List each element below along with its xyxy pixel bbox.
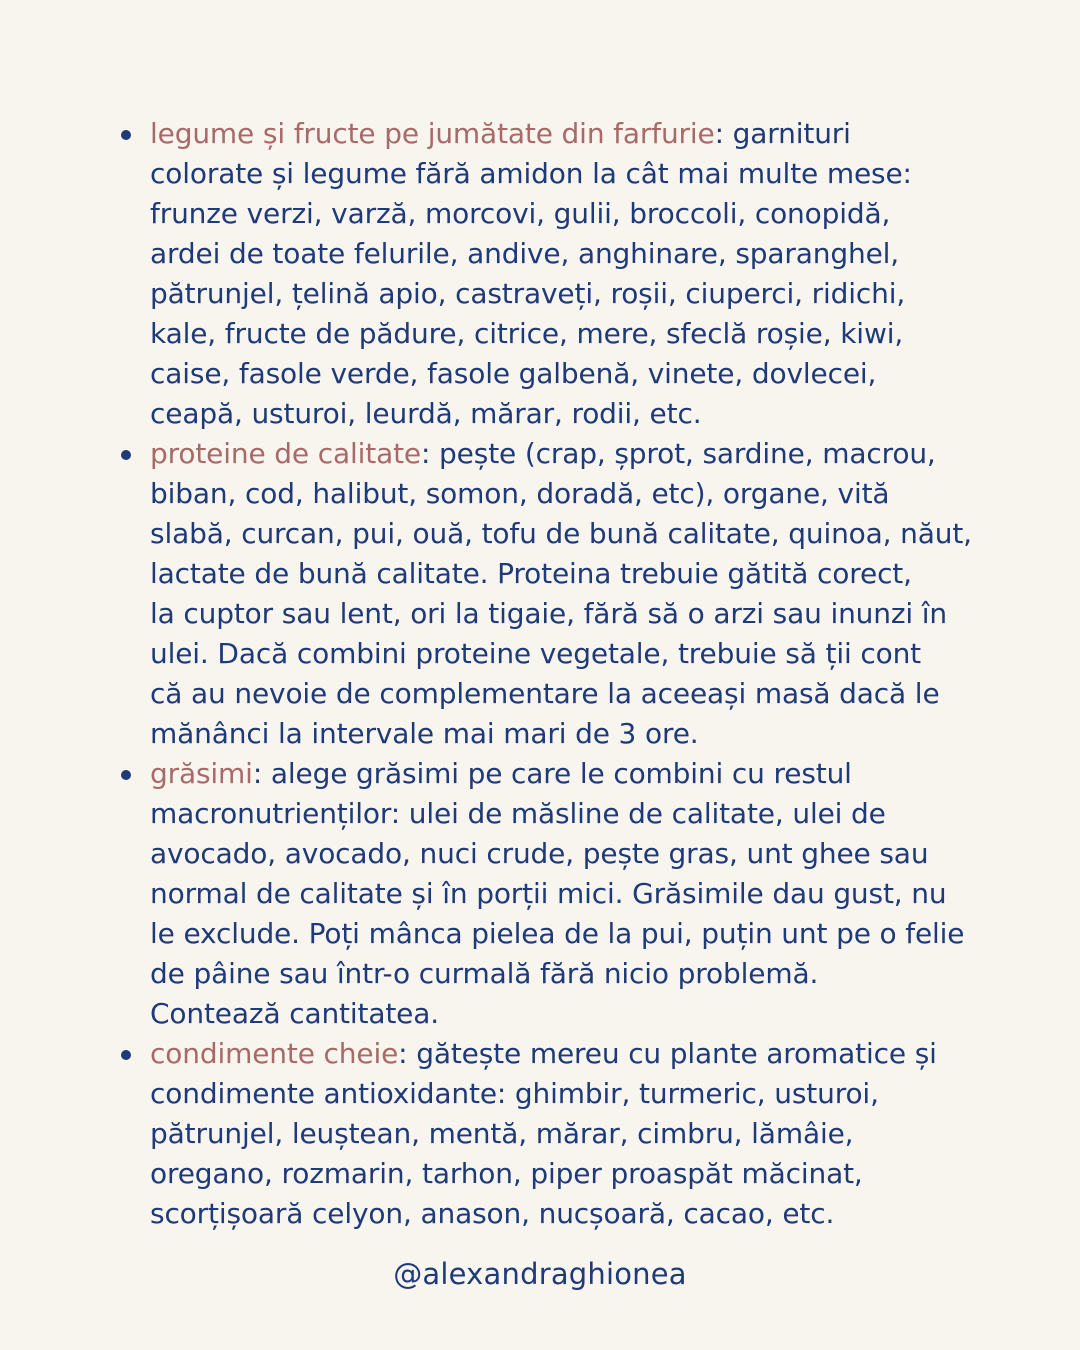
item-text-line: mănânci la intervale mai mari de 3 ore. <box>150 717 699 750</box>
item-text-line: condimente antioxidante: ghimbir, turmeric, usturoi, <box>150 1077 879 1110</box>
item-first-line <box>150 754 992 794</box>
item-text-line: pătrunjel, leuștean, mentă, mărar, cimbru, lămâie, <box>150 1117 854 1150</box>
item-text-line: biban, cod, halibut, somon, doradă, etc), organe, vită <box>150 477 890 510</box>
item-text-line: macronutrienților: ulei de măsline de calitate, ulei de <box>150 797 886 830</box>
item-text-line: avocado, avocado, nuci crude, pește gras, unt ghee sau <box>150 837 929 870</box>
item-first-line <box>150 1034 992 1074</box>
item-text: : pește (crap, șprot, sardine, macrou, <box>421 437 936 470</box>
list-item-fats <box>112 754 992 1034</box>
bullet-dot-icon <box>121 770 131 780</box>
bullet-dot-icon <box>121 450 131 460</box>
item-term: proteine de calitate <box>150 437 422 470</box>
item-text-line: că au nevoie de complementare la aceeași masă dacă le <box>150 677 940 710</box>
item-term: condimente cheie <box>150 1037 399 1070</box>
item-text-line: caise, fasole verde, fasole galbenă, vinete, dovlecei, <box>150 357 877 390</box>
item-text-line: ceapă, usturoi, leurdă, mărar, rodii, etc. <box>150 397 702 430</box>
item-text-line: ulei. Dacă combini proteine vegetale, trebuie să ții cont <box>150 637 921 670</box>
item-text-line: la cuptor sau lent, ori la tigaie, fără să o arzi sau inunzi în <box>150 597 948 630</box>
item-text-line: scorțișoară celyon, anason, nucșoară, cacao, etc. <box>150 1197 835 1230</box>
item-text-line: oregano, rozmarin, tarhon, piper proaspăt măcinat, <box>150 1157 863 1190</box>
bullet-dot-icon <box>121 130 131 140</box>
item-text-line: normal de calitate și în porții mici. Grăsimile dau gust, nu <box>150 877 947 910</box>
bullet-list <box>112 114 992 1234</box>
item-first-line <box>150 114 992 154</box>
item-text: : garnituri <box>714 117 851 150</box>
bullet-dot-icon <box>121 1050 131 1060</box>
item-text-line: lactate de bună calitate. Proteina trebuie gătită corect, <box>150 557 912 590</box>
item-text-line: le exclude. Poți mânca pielea de la pui, puțin unt pe o felie <box>150 917 965 950</box>
item-term: grăsimi <box>150 757 253 790</box>
item-text-line: colorate și legume fără amidon la cât mai multe mese: <box>150 157 912 190</box>
list-item-vegetables <box>112 114 992 434</box>
author-handle: @alexandraghionea <box>393 1257 687 1291</box>
item-term: legume și fructe pe jumătate din farfurie <box>150 117 715 150</box>
item-text: : alege grăsimi pe care le combini cu restul <box>252 757 852 790</box>
item-text-line: pătrunjel, țelină apio, castraveți, roșii, ciuperci, ridichi, <box>150 277 906 310</box>
item-text-line: Contează cantitatea. <box>150 997 440 1030</box>
item-text-line: kale, fructe de pădure, citrice, mere, sfeclă roșie, kiwi, <box>150 317 904 350</box>
item-text-line: de pâine sau într-o curmală fără nicio problemă. <box>150 957 819 990</box>
item-text: : gătește mereu cu plante aromatice și <box>398 1037 937 1070</box>
list-item-proteins <box>112 434 992 754</box>
item-text-line: slabă, curcan, pui, ouă, tofu de bună calitate, quinoa, năut, <box>150 517 972 550</box>
list-item-spices <box>112 1034 992 1234</box>
item-text-line: frunze verzi, varză, morcovi, gulii, broccoli, conopidă, <box>150 197 891 230</box>
item-text-line: ardei de toate felurile, andive, anghinare, sparanghel, <box>150 237 900 270</box>
item-first-line <box>150 434 992 474</box>
